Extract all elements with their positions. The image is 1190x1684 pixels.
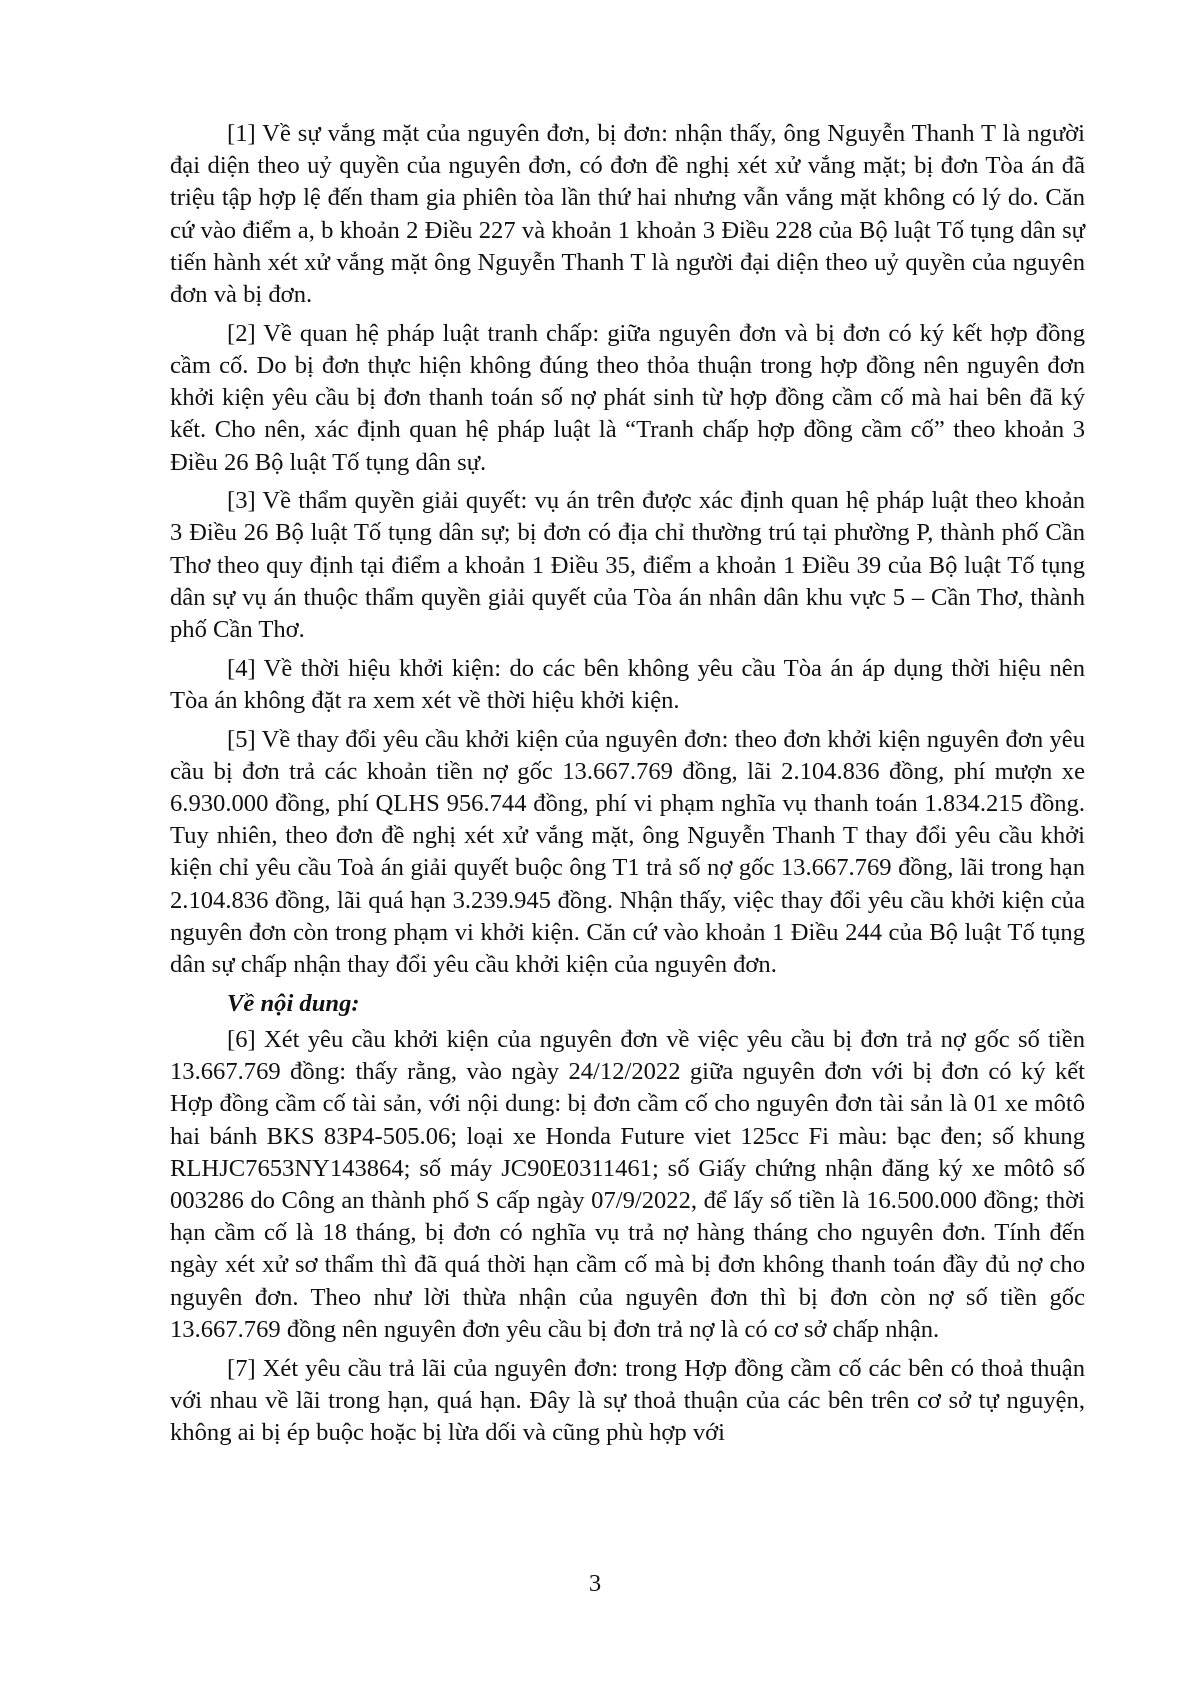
paragraph-6-principal-debt: [6] Xét yêu cầu khởi kiện của nguyên đơn về việc yêu cầu bị đơn trả nợ gốc số tiền 13.667.769 đồng: thấy rằng, vào ngày 24/12/2022 giữa nguyên đơn với bị đơn có ký kết Hợp đồng cầm cố tài sản, với nội dung: bị đơn cầm cố cho nguyên đơn tài sản là 01 xe môtô hai bánh BKS 83P4-505.06; loại xe Honda Future viet 125cc Fi màu: bạc đen; số khung RLHJC7653NY143864; số máy JC90E0311461; số Giấy chứng nhận đăng ký xe môtô số 003286 do Công an thành phố S cấp ngày 07/9/2022, để lấy số tiền là 16.500.000 đồng; thời hạn cầm cố là 18 tháng, bị đơn có nghĩa vụ trả nợ hàng tháng cho nguyên đơn. Tính đến ngày xét xử sơ thẩm thì đã quá thời hạn cầm cố mà bị đơn không thanh toán đầy đủ nợ cho nguyên đơn. Theo như lời thừa nhận của nguyên đơn thì bị đơn còn nợ số tiền gốc 13.667.769 đồng nên nguyên đơn yêu cầu bị đơn trả nợ là có cơ sở chấp nhận. [170,1025,1085,1343]
paragraph-1-absence: [1] Về sự vắng mặt của nguyên đơn, bị đơn: nhận thấy, ông Nguyễn Thanh T là người đại diện theo uỷ quyền của nguyên đơn, có đơn đề nghị xét xử vắng mặt; bị đơn Tòa án đã triệu tập hợp lệ đến tham gia phiên tòa lần thứ hai nhưng vẫn vắng mặt không có lý do. Căn cứ vào điểm a, b khoản 2 Điều 227 và khoản 1 khoản 3 Điều 228 của Bộ luật Tố tụng dân sự tiến hành xét xử vắng mặt ông Nguyễn Thanh T là người đại diện theo uỷ quyền của nguyên đơn và bị đơn. [170,120,1085,309]
paragraph-4-statute-of-limitations: [4] Về thời hiệu khởi kiện: do các bên không yêu cầu Tòa án áp dụng thời hiệu nên Tòa án không đặt ra xem xét về thời hiệu khởi kiện. [170,654,1085,714]
paragraph-5-claim-change: [5] Về thay đổi yêu cầu khởi kiện của nguyên đơn: theo đơn khởi kiện nguyên đơn yêu cầu bị đơn trả các khoản tiền nợ gốc 13.667.769 đồng, lãi 2.104.836 đồng, phí mượn xe 6.930.000 đồng, phí QLHS 956.744 đồng, phí vi phạm nghĩa vụ thanh toán 1.834.215 đồng. Tuy nhiên, theo đơn đề nghị xét xử vắng mặt, ông Nguyễn Thanh T thay đổi yêu cầu khởi kiện chỉ yêu cầu Toà án giải quyết buộc ông T1 trả số nợ gốc 13.667.769 đồng, lãi trong hạn 2.104.836 đồng, lãi quá hạn 3.239.945 đồng. Nhận thấy, việc thay đổi yêu cầu khởi kiện của nguyên đơn còn trong phạm vi khởi kiện. Căn cứ vào khoản 1 Điều 244 của Bộ luật Tố tụng dân sự chấp nhận thay đổi yêu cầu khởi kiện của nguyên đơn. [170,725,1085,979]
paragraph-7-interest: [7] Xét yêu cầu trả lãi của nguyên đơn: trong Hợp đồng cầm cố các bên có thoả thuận với nhau về lãi trong hạn, quá hạn. Đây là sự thoả thuận của các bên trên cơ sở tự nguyện, không ai bị ép buộc hoặc bị lừa dối và cũng phù hợp với [170,1354,1085,1446]
page-number: 3 [588,1570,602,1597]
paragraph-2-legal-relationship: [2] Về quan hệ pháp luật tranh chấp: giữa nguyên đơn và bị đơn có ký kết hợp đồng cầm cố. Do bị đơn thực hiện không đúng theo thỏa thuận trong hợp đồng nên nguyên đơn khởi kiện yêu cầu bị đơn thanh toán số nợ phát sinh từ hợp đồng cầm cố mà hai bên đã ký kết. Cho nên, xác định quan hệ pháp luật là “Tranh chấp hợp đồng cầm cố” theo khoản 3 Điều 26 Bộ luật Tố tụng dân sự. [170,319,1085,476]
document-page [170,118,1085,1456]
section-heading-content: Về nội dung: [227,989,360,1017]
paragraph-3-jurisdiction: [3] Về thẩm quyền giải quyết: vụ án trên được xác định quan hệ pháp luật theo khoản 3 Điều 26 Bộ luật Tố tụng dân sự; bị đơn có địa chỉ thường trú tại phường P, thành phố Cần Thơ theo quy định tại điểm a khoản 1 Điều 35, điểm a khoản 1 Điều 39 của Bộ luật Tố tụng dân sự vụ án thuộc thẩm quyền giải quyết của Tòa án nhân dân khu vực 5 – Cần Thơ, thành phố Cần Thơ. [170,487,1085,644]
